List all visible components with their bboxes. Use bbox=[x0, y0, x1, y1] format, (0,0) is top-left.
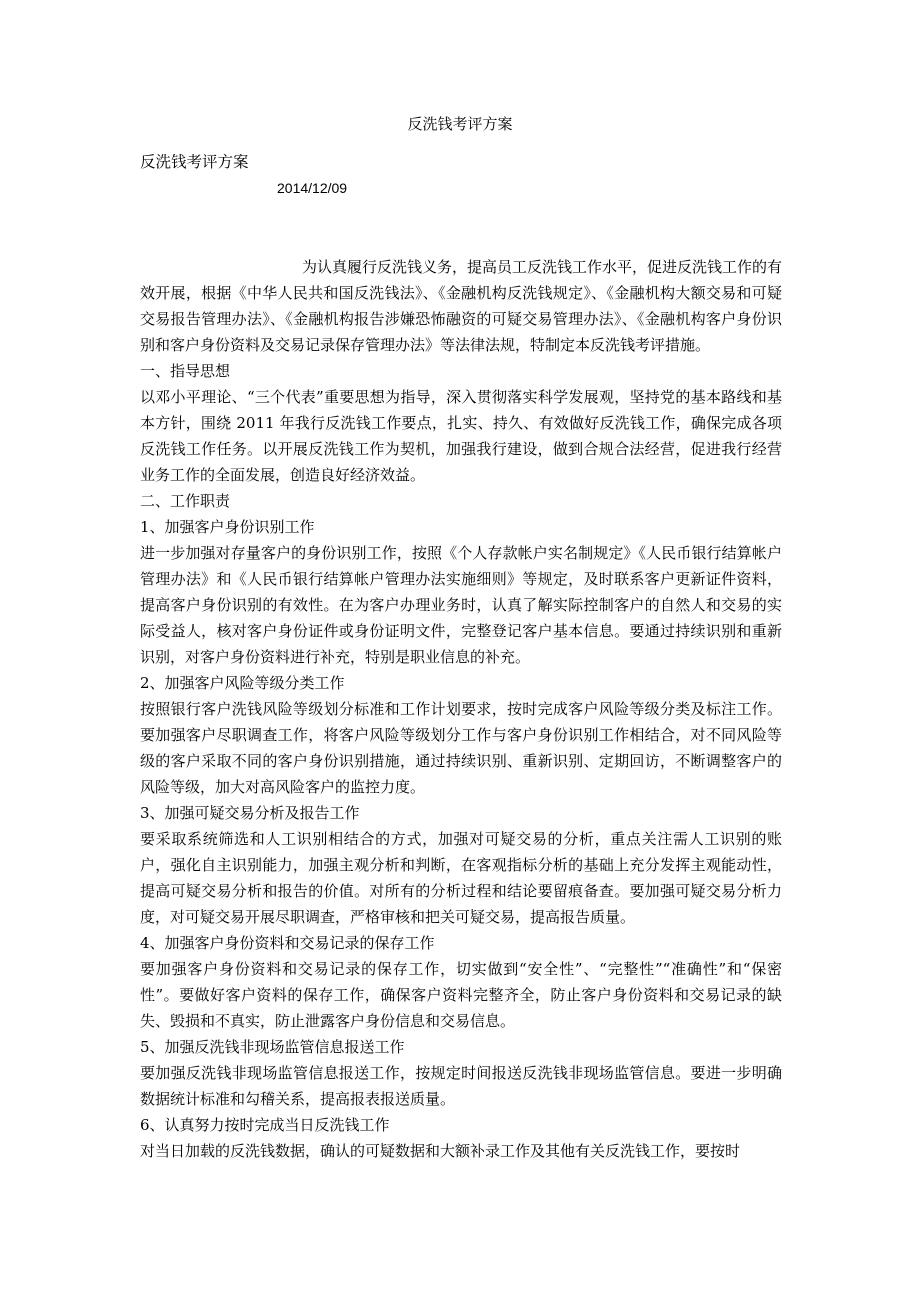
item-heading-4: 4、加强客户身份资料和交易记录的保存工作 bbox=[140, 934, 435, 952]
item-paragraph-1: 进一步加强对存量客户的身份识别工作，按照《个人存款帐户实名制规定》《人民币银行结算帐户管理办法》和《人民币银行结算帐户管理办法实施细则》等规定，及时联系客户更新证件资料，提高客户身份识别的有效性。在为客户办理业务时，认真了解实际控制客户的自然人和交易的实际受益人，核对客户身份证件或身份证明文件，完整登记客户基本信息。要通过持续识别和重新识别，对客户身份资料进行补充，特别是职业信息的补充。 bbox=[140, 544, 782, 666]
item-heading-5: 5、加强反洗钱非现场监管信息报送工作 bbox=[140, 1038, 405, 1056]
item-heading-1: 1、加强客户身份识别工作 bbox=[140, 518, 315, 536]
intro-paragraph: 为认真履行反洗钱义务，提高员工反洗钱工作水平，促进反洗钱工作的有效开展，根据《中华人民共和国反洗钱法》、《金融机构反洗钱规定》、《金融机构大额交易和可疑交易报告管理办法》、《金融机构报告涉嫌恐怖融资的可疑交易管理办法》、《金融机构客户身份识别和客户身份资料及交易记录保存管理办法》等法律法规，特制定本反洗钱考评措施。 bbox=[140, 258, 783, 354]
item-paragraph-2: 按照银行客户洗钱风险等级划分标准和工作计划要求，按时完成客户风险等级分类及标注工作。要加强客户尽职调查工作，将客户风险等级划分工作与客户身份识别工作相结合，对不同风险等级的客户采取不同的客户身份识别措施，通过持续识别、重新识别、定期回访，不断调整客户的风险等级，加大对高风险客户的监控力度。 bbox=[140, 700, 782, 796]
section-paragraph-guiding-ideology: 以邓小平理论、“三个代表”重要思想为指导，深入贯彻落实科学发展观，坚持党的基本路线和基本方针，围绕 2011 年我行反洗钱工作要点，扎实、持久、有效做好反洗钱工作，确保完成各项反洗钱工作任务。以开展反洗钱工作为契机，加强我行建设，做到合规合法经营，促进我行经营业务工作的全面发展，创造良好经济效益。 bbox=[140, 388, 782, 484]
section-heading-guiding-ideology: 一、指导思想 bbox=[140, 362, 231, 380]
item-paragraph-4: 要加强客户身份资料和交易记录的保存工作，切实做到“安全性”、“完整性”“准确性”和“保密性”。要做好客户资料的保存工作，确保客户资料完整齐全，防止客户身份资料和交易记录的缺失、毁损和不真实，防止泄露客户身份信息和交易信息。 bbox=[140, 960, 782, 1030]
item-paragraph-6: 对当日加载的反洗钱数据，确认的可疑数据和大额补录工作及其他有关反洗钱工作，要按时 bbox=[140, 1142, 741, 1160]
document-title: 反洗钱考评方案 bbox=[407, 115, 513, 133]
document-body bbox=[140, 254, 782, 1164]
item-heading-2: 2、加强客户风险等级分类工作 bbox=[140, 674, 345, 692]
section-heading-responsibilities: 二、工作职责 bbox=[140, 492, 231, 510]
item-paragraph-3: 要采取系统筛选和人工识别相结合的方式，加强对可疑交易的分析，重点关注需人工识别的账户，强化自主识别能力，加强主观分析和判断，在客观指标分析的基础上充分发挥主观能动性，提高可疑交易分析和报告的价值。对所有的分析过程和结论要留痕备查。要加强可疑交易分析力度，对可疑交易开展尽职调查，严格审核和把关可疑交易，提高报告质量。 bbox=[140, 830, 782, 926]
item-paragraph-5: 要加强反洗钱非现场监管信息报送工作，按规定时间报送反洗钱非现场监管信息。要进一步明确数据统计标准和勾稽关系，提高报表报送质量。 bbox=[140, 1064, 782, 1108]
document-date: 2014/12/09 bbox=[277, 180, 348, 196]
document-subtitle: 反洗钱考评方案 bbox=[140, 153, 249, 171]
item-heading-6: 6、认真努力按时完成当日反洗钱工作 bbox=[140, 1116, 390, 1134]
item-heading-3: 3、加强可疑交易分析及报告工作 bbox=[140, 804, 360, 822]
